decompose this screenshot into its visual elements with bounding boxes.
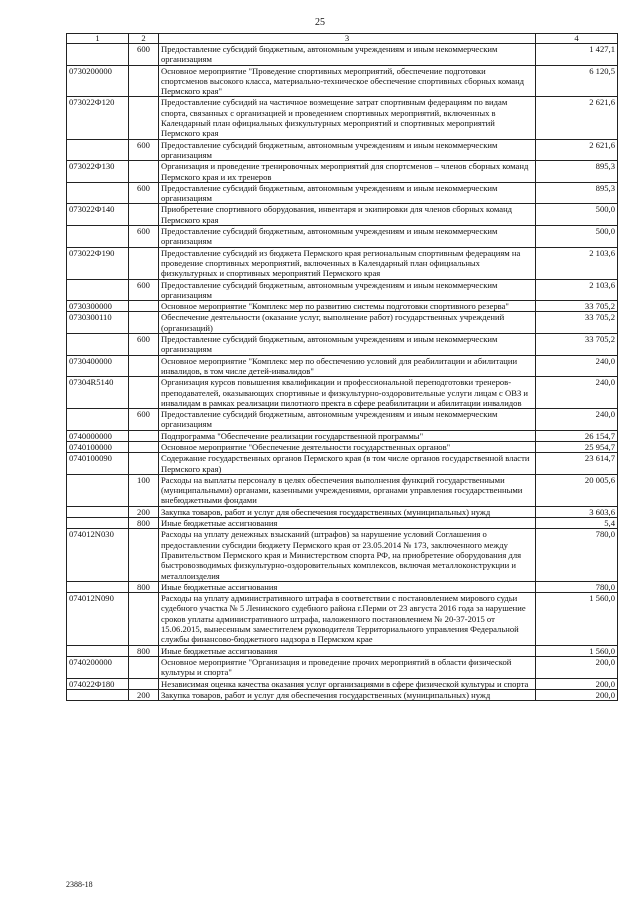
row-type-cell: 600 — [129, 409, 159, 431]
row-type-cell: 800 — [129, 581, 159, 592]
row-code-cell: 073022Ф130 — [67, 161, 129, 183]
row-amount-cell: 33 705,2 — [536, 312, 618, 334]
budget-table — [66, 33, 618, 701]
row-code-cell: 0740200000 — [67, 656, 129, 678]
row-amount-cell: 500,0 — [536, 204, 618, 226]
row-name-cell: Подпрограмма "Обеспечение реализации государственной программы" — [159, 430, 536, 441]
table-row — [67, 161, 618, 183]
row-amount-cell: 780,0 — [536, 529, 618, 581]
row-code-cell — [67, 44, 129, 66]
row-type-cell — [129, 678, 159, 689]
row-amount-cell: 6 120,5 — [536, 65, 618, 97]
row-amount-cell: 33 705,2 — [536, 301, 618, 312]
row-amount-cell: 240,0 — [536, 355, 618, 377]
table-row — [67, 139, 618, 161]
row-code-cell — [67, 409, 129, 431]
row-amount-cell: 1 560,0 — [536, 645, 618, 656]
row-type-cell — [129, 97, 159, 139]
table-row — [67, 377, 618, 409]
table-row — [67, 355, 618, 377]
row-code-cell: 074012N090 — [67, 593, 129, 645]
row-amount-cell: 33 705,2 — [536, 334, 618, 356]
row-type-cell — [129, 430, 159, 441]
table-header-row — [67, 34, 618, 44]
row-name-cell: Предоставление субсидий бюджетным, автономным учреждениям и иным некоммерческим организациям — [159, 334, 536, 356]
table-row — [67, 656, 618, 678]
table-row — [67, 301, 618, 312]
row-type-cell — [129, 312, 159, 334]
row-type-cell — [129, 656, 159, 678]
row-amount-cell: 240,0 — [536, 377, 618, 409]
table-row — [67, 204, 618, 226]
row-name-cell: Независимая оценка качества оказания услуг организациями в сфере физической культуры и спорта — [159, 678, 536, 689]
row-type-cell: 600 — [129, 279, 159, 301]
document-footer-code: 2388-18 — [66, 880, 93, 889]
column-header: 3 — [159, 34, 536, 44]
row-code-cell: 0740000000 — [67, 430, 129, 441]
table-row — [67, 44, 618, 66]
row-name-cell: Основное мероприятие "Комплекс мер по обеспечению условий для реабилитации и абилитации инвалидов, в том числе детей-инвалидов" — [159, 355, 536, 377]
row-code-cell: 07304R5140 — [67, 377, 129, 409]
row-name-cell: Приобретение спортивного оборудования, инвентаря и экипировки для членов сборных команд Пермского края — [159, 204, 536, 226]
row-code-cell: 073022Ф140 — [67, 204, 129, 226]
row-code-cell — [67, 581, 129, 592]
table-row — [67, 678, 618, 689]
row-type-cell: 600 — [129, 139, 159, 161]
row-type-cell — [129, 301, 159, 312]
row-name-cell: Иные бюджетные ассигнования — [159, 645, 536, 656]
row-name-cell: Организация и проведение тренировочных мероприятий для спортсменов – членов сборных команд Пермского края и их тренеров — [159, 161, 536, 183]
row-code-cell: 073022Ф120 — [67, 97, 129, 139]
row-name-cell: Содержание государственных органов Пермского края (в том числе органов государственной власти Пермского края) — [159, 453, 536, 475]
column-header: 4 — [536, 34, 618, 44]
row-name-cell: Основное мероприятие "Комплекс мер по развитию системы подготовки спортивного резерва" — [159, 301, 536, 312]
row-code-cell: 0730300110 — [67, 312, 129, 334]
row-amount-cell: 1 560,0 — [536, 593, 618, 645]
table-row — [67, 506, 618, 517]
row-amount-cell: 780,0 — [536, 581, 618, 592]
row-code-cell — [67, 334, 129, 356]
table-row — [67, 247, 618, 279]
row-type-cell: 600 — [129, 226, 159, 248]
row-code-cell — [67, 506, 129, 517]
row-type-cell: 200 — [129, 689, 159, 700]
row-name-cell: Расходы на выплаты персоналу в целях обеспечения выполнения функций государственными (муниципальными) органами, казенными учреждениями, органами управления государственными внебюджетными фондами — [159, 474, 536, 506]
row-name-cell: Предоставление субсидий бюджетным, автономным учреждениям и иным некоммерческим организациям — [159, 44, 536, 66]
row-name-cell: Обеспечение деятельности (оказание услуг, выполнение работ) государственных учреждений (организаций) — [159, 312, 536, 334]
row-amount-cell: 200,0 — [536, 678, 618, 689]
table-row — [67, 518, 618, 529]
row-amount-cell: 26 154,7 — [536, 430, 618, 441]
table-row — [67, 529, 618, 581]
row-type-cell: 600 — [129, 182, 159, 204]
row-amount-cell: 2 621,6 — [536, 139, 618, 161]
row-amount-cell: 895,3 — [536, 182, 618, 204]
page-number: 25 — [315, 17, 325, 28]
table-row — [67, 334, 618, 356]
row-amount-cell: 895,3 — [536, 161, 618, 183]
row-name-cell: Предоставление субсидий бюджетным, автономным учреждениям и иным некоммерческим организациям — [159, 226, 536, 248]
table-row — [67, 474, 618, 506]
table-row — [67, 312, 618, 334]
row-type-cell — [129, 161, 159, 183]
row-type-cell — [129, 65, 159, 97]
row-code-cell — [67, 279, 129, 301]
row-type-cell — [129, 247, 159, 279]
row-code-cell — [67, 645, 129, 656]
row-type-cell: 800 — [129, 645, 159, 656]
row-type-cell — [129, 377, 159, 409]
row-amount-cell: 500,0 — [536, 226, 618, 248]
row-type-cell — [129, 204, 159, 226]
row-name-cell: Предоставление субсидий из бюджета Пермского края региональным спортивным федерациям на проведение спортивных мероприятий, включенных в Календарный план официальных физкультурных и спортивных мероприятий Пермского края — [159, 247, 536, 279]
row-amount-cell: 2 103,6 — [536, 279, 618, 301]
row-type-cell — [129, 453, 159, 475]
row-name-cell: Предоставление субсидий бюджетным, автономным учреждениям и иным некоммерческим организациям — [159, 139, 536, 161]
row-name-cell: Основное мероприятие "Проведение спортивных мероприятий, обеспечение подготовки спортсменов высокого класса, материально-техническое обеспечение спортивных сборных команд Пермского края" — [159, 65, 536, 97]
row-name-cell: Иные бюджетные ассигнования — [159, 581, 536, 592]
table-row — [67, 430, 618, 441]
row-name-cell: Основное мероприятие "Организация и проведение прочих мероприятий в области физической культуры и спорта" — [159, 656, 536, 678]
table-row — [67, 409, 618, 431]
row-name-cell: Закупка товаров, работ и услуг для обеспечения государственных (муниципальных) нужд — [159, 506, 536, 517]
row-name-cell: Основное мероприятие "Обеспечение деятельности государственных органов" — [159, 441, 536, 452]
row-code-cell — [67, 518, 129, 529]
table-row — [67, 65, 618, 97]
row-code-cell: 0740100000 — [67, 441, 129, 452]
table-row — [67, 182, 618, 204]
row-type-cell: 800 — [129, 518, 159, 529]
table-row — [67, 581, 618, 592]
row-code-cell: 074022Ф180 — [67, 678, 129, 689]
row-amount-cell: 1 427,1 — [536, 44, 618, 66]
column-header: 1 — [67, 34, 129, 44]
row-amount-cell: 2 621,6 — [536, 97, 618, 139]
table-row — [67, 689, 618, 700]
row-code-cell: 0730400000 — [67, 355, 129, 377]
row-code-cell — [67, 226, 129, 248]
row-code-cell: 073022Ф190 — [67, 247, 129, 279]
row-amount-cell: 200,0 — [536, 689, 618, 700]
column-header: 2 — [129, 34, 159, 44]
row-name-cell: Расходы на уплату денежных взысканий (штрафов) за нарушение условий Соглашения о предоставлении субсидии бюджету Пермского края от 23.05.2014 № 173, заключенного между Правительством Пермского края и Министерством спорта РФ, на приобретение оборудования для быстровозводимых физкультурно-оздоровительных комплексов, включая металлоконструкции и металлоизделия — [159, 529, 536, 581]
row-name-cell: Предоставление субсидий бюджетным, автономным учреждениям и иным некоммерческим организациям — [159, 182, 536, 204]
table-row — [67, 593, 618, 645]
row-amount-cell: 240,0 — [536, 409, 618, 431]
table-row — [67, 226, 618, 248]
row-name-cell: Организация курсов повышения квалификации и профессиональной переподготовки тренеров-преподавателей, оказывающих спортивные и физкультурно-оздоровительные услуги лицам с ОВЗ и инвалидам в рамках реализации пилотного пректа в сфере реабилитации и абилитации инвалидов — [159, 377, 536, 409]
row-code-cell: 0730300000 — [67, 301, 129, 312]
row-type-cell: 200 — [129, 506, 159, 517]
row-amount-cell: 25 954,7 — [536, 441, 618, 452]
row-code-cell — [67, 474, 129, 506]
row-amount-cell: 3 603,6 — [536, 506, 618, 517]
table-row — [67, 645, 618, 656]
row-code-cell: 074012N030 — [67, 529, 129, 581]
row-type-cell: 100 — [129, 474, 159, 506]
table-row — [67, 97, 618, 139]
row-code-cell — [67, 182, 129, 204]
row-type-cell — [129, 593, 159, 645]
row-type-cell — [129, 529, 159, 581]
row-name-cell: Расходы на уплату административного штрафа в соответствии с постановлением мирового судьи судебного участка № 5 Ленинского судебного района г.Перми от 23 августа 2016 года за нарушение сроков уплаты административного штрафа, наложенного постановлением № 20-37-2015 от 15.06.2015, вынесенным заместителем руководителя Территориального управления Федеральной службы финансово-бюджетного надзора в Пермском крае — [159, 593, 536, 645]
row-amount-cell: 2 103,6 — [536, 247, 618, 279]
row-name-cell: Предоставление субсидий бюджетным, автономным учреждениям и иным некоммерческим организациям — [159, 409, 536, 431]
row-name-cell: Иные бюджетные ассигнования — [159, 518, 536, 529]
row-amount-cell: 5,4 — [536, 518, 618, 529]
row-code-cell: 0730200000 — [67, 65, 129, 97]
row-type-cell — [129, 355, 159, 377]
row-type-cell: 600 — [129, 44, 159, 66]
row-type-cell — [129, 441, 159, 452]
row-type-cell: 600 — [129, 334, 159, 356]
row-amount-cell: 20 005,6 — [536, 474, 618, 506]
row-code-cell — [67, 689, 129, 700]
row-name-cell: Закупка товаров, работ и услуг для обеспечения государственных (муниципальных) нужд — [159, 689, 536, 700]
row-code-cell: 0740100090 — [67, 453, 129, 475]
table-body — [67, 44, 618, 701]
row-amount-cell: 23 614,7 — [536, 453, 618, 475]
row-name-cell: Предоставление субсидий бюджетным, автономным учреждениям и иным некоммерческим организациям — [159, 279, 536, 301]
row-amount-cell: 200,0 — [536, 656, 618, 678]
row-name-cell: Предоставление субсидий на частичное возмещение затрат спортивным федерациям по видам спорта, связанных с организацией и проведением спортивных мероприятий, включенных в Календарный план официальных физкультурных мероприятий и спортивных мероприятий Пермского края — [159, 97, 536, 139]
row-code-cell — [67, 139, 129, 161]
table-row — [67, 453, 618, 475]
table-row — [67, 441, 618, 452]
table-row — [67, 279, 618, 301]
